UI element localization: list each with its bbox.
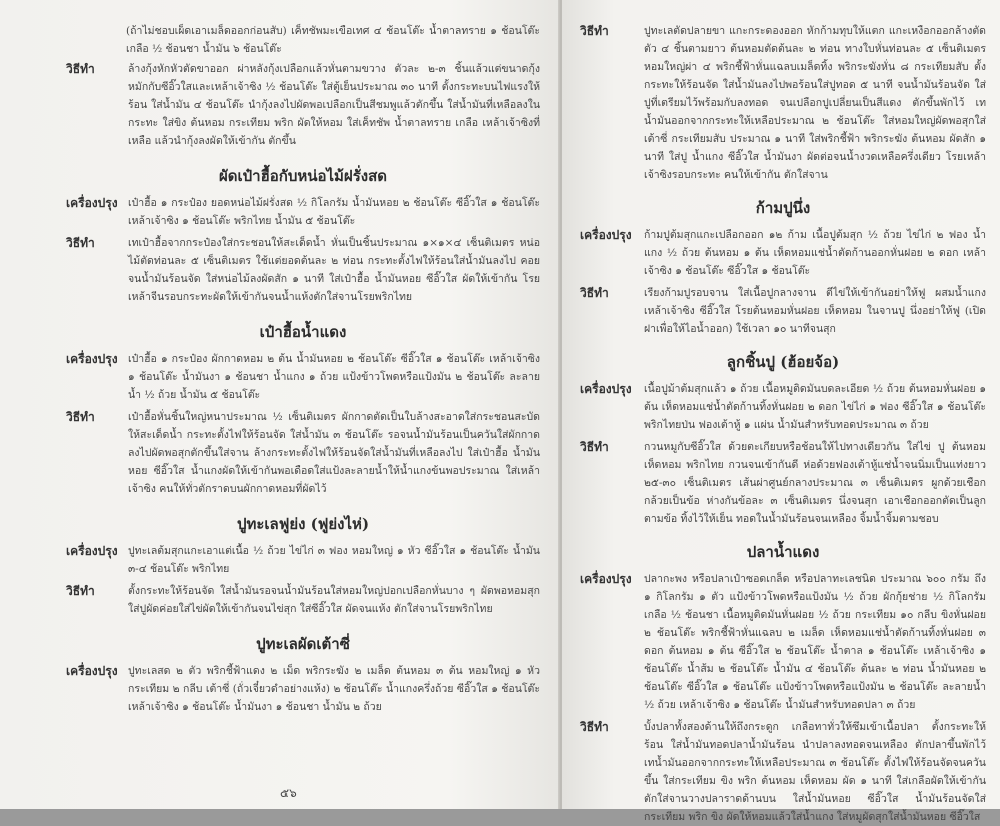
method-label: วิธีทำ	[580, 720, 609, 734]
ingredients-text: ก้ามปูต้มสุกแกะเปลือกออก ๑๒ ก้าม เนื้อปูต้มสุก ½ ถ้วย ไข่ไก่ ๒ ฟอง น้ำแกง ½ ถ้วย ต้นหอม ๑ ต้น เห็ดหอมแช่น้ำตัดก้านออกหั่นฝอย ๒ ดอก เหล้าเจ้าซิง ๑ ช้อนโต๊ะ ซีอิ๊วใส ๑ ช้อนโต๊ะ	[644, 229, 986, 277]
ingredients-label: เครื่องปรุง	[580, 228, 632, 242]
method-label: วิธีทำ	[580, 440, 609, 454]
ingredients-row	[66, 194, 540, 230]
ingredients-text: เป๋าฮื้อ ๑ กระป๋อง ผักกาดหอม ๒ ต้น น้ำมันหอย ๒ ช้อนโต๊ะ ซีอิ๊วใส ๑ ช้อนโต๊ะ เหล้าเจ้าซิง ๑ ช้อนโต๊ะ น้ำมันงา ๑ ช้อนชา น้ำแกง ๑ ถ้วย แป้งข้าวโพดหรือแป้งมัน ๒ ช้อนโต๊ะ ละลายน้ำ ½ ถ้วย น้ำมัน ๕ ช้อนโต๊ะ	[128, 353, 540, 401]
page-number: ๕๖	[280, 786, 297, 800]
recipe-title: เป๋าฮื้อน้ำแดง	[259, 323, 347, 341]
ingredients-row	[66, 662, 540, 716]
method-text: เรียงก้ามปูรอบจาน ใส่เนื้อปูกลางจาน ตีไข่ให้เข้ากันอย่าให้ฟู ผสมน้ำแกง เหล้าเจ้าซิง ซีอิ๊วใส โรยต้นหอมหั่นฝอย เห็ดหอม ในจานปู นึ่งอย่าให้ฟู (เปิดฝาเพื่อให้ไอน้ำออก) ใช้เวลา ๑๐ นาทีจนสุก	[644, 287, 986, 335]
ingredients-label: เครื่องปรุง	[66, 664, 118, 678]
method-row	[66, 408, 540, 498]
method-row	[580, 284, 986, 338]
ingredients-row	[580, 226, 986, 280]
method-row	[580, 718, 986, 826]
method-row	[580, 438, 986, 528]
ingredients-label: เครื่องปรุง	[580, 572, 632, 586]
method-label: วิธีทำ	[66, 62, 95, 76]
ingredients-label: เครื่องปรุง	[66, 544, 118, 558]
ingredients-label: เครื่องปรุง	[66, 196, 118, 210]
method-label: วิธีทำ	[66, 584, 95, 598]
method-text: ล้างกุ้งหักหัวตัดขาออก ผ่าหลังกุ้งเปลือกแล้วหั่นตามขวาง ตัวละ ๒-๓ ชิ้นแล้วแต่ขนาดกุ้ง หมักกับซีอิ๊วใสและเหล้าเจ้าซิง ½ ช้อนโต๊ะ ใส่ตู้เย็นประมาณ ๓๐ นาที ตั้งกระทะบนไฟแรงให้ร้อน ใส่น้ำมัน ๔ ช้อนโต๊ะ นำกุ้งลงไปผัดพอเปลือกเป็นสีชมพูแล้วตักขึ้น ใส่น้ำมันที่เหลือลงในกระทะ ใส่ขิง ต้นหอม กระเทียม พริก ผัดให้หอม ใส่เค็ทชัพ น้ำตาลทราย เกลือ เหล้าเจ้าซิงที่เหลือ แล้วนำกุ้งลงผัดให้เข้ากัน ตักขึ้น	[128, 63, 540, 147]
intro-continuation-text: (ถ้าไม่ชอบเผ็ดเอาเมล็ดออกก่อนสับ) เค็ทชัพมะเขือเทศ ๔ ช้อนโต๊ะ น้ำตาลทราย ๑ ช้อนโต๊ะ เกลือ ½ ช้อนชา น้ำมัน ๖ ช้อนโต๊ะ	[126, 25, 540, 55]
recipe-title: ปลาน้ำแดง	[746, 543, 820, 561]
method-label: วิธีทำ	[66, 410, 95, 424]
ingredients-label: เครื่องปรุง	[66, 352, 118, 366]
method-text: กวนหมูกับซีอิ๊วใส ด้วยตะเกียบหรือช้อนให้ไปทางเดียวกัน ใส่ไข่ ปู ต้นหอม เห็ดหอม พริกไทย กวนจนเข้ากันดี ห่อด้วยฟองเต้าหู้แช่น้ำจนนิ่มเป็นแท่งยาว ๒๕-๓๐ เซ็นติเมตร เส้นผ่าศูนย์กลางประมาณ ๓ เซ็นติเมตร ผูกด้วยเชือกกล้วยเป็นข้อ ห่างกันข้อละ ๓ เซ็นติเมตร นึ่งจนสุก เอาเชือกออกตัดเป็นลูกตามข้อ ทิ้งไว้ให้เย็น ทอดในน้ำมันร้อนจนเหลือง จิ้มน้ำจิ้มตามชอบ	[644, 441, 986, 525]
method-label: วิธีทำ	[580, 286, 609, 300]
recipe-title: ผัดเป๋าฮื้อกับหน่อไม้ฝรั่งสด	[218, 167, 388, 185]
intro-continuation	[126, 22, 540, 58]
method-text: ตั้งกระทะให้ร้อนจัด ใส่น้ำมันรอจนน้ำมันร้อนใส่หอมใหญ่ปอกเปลือกหั่นบาง ๆ ผัดพอหอมสุกใส่ปูผัดค่อยใส่ไข่ผัดให้เข้ากันจนไข่สุก ใส่ซีอิ๊วใส ผัดจนแห้ง ตักใส่จานโรยพริกไทย	[128, 585, 540, 615]
recipe-title: ปูทะเลผัดเต้าซี่	[256, 635, 350, 653]
method-text: เป๋าฮื้อหั่นชิ้นใหญ่หนาประมาณ ½ เซ็นติเมตร ผักกาดตัดเป็นใบล้างสะอาดใส่กระชอนสะบัดให้สะเด็ดน้ำ กระทะตั้งไฟให้ร้อนจัด ใส่น้ำมัน ๓ ช้อนโต๊ะ รอจนน้ำมันร้อนเป็นควันใส่ผักกาดลงไปผัดพอสุกตักขึ้นใส่จาน ล้างกระทะตั้งไฟให้ร้อนจัดใส่น้ำมันที่เหลือลงไป ใส่เป๋าฮื้อ น้ำมันหอย ซีอิ๊วใส น้ำแกงผัดให้เข้ากันพอเดือดใส่แป้งละลายน้ำให้น้ำแกงข้นพอประมาณ ใส่เหล้าเจ้าซิง คนให้ทั่วตักราดบนผักกาดหอมที่ผัดไว้	[128, 411, 540, 495]
method-text: ปูทะเลตัดปลายขา แกะกระดองออก หักก้ามทุบให้แตก แกะเหงือกออกล้างตัดตัว ๔ ชิ้นตามยาว ต้นหอมตัดต้นละ ๒ ท่อน ทางใบหั่นท่อนละ ๕ เซ็นติเมตร หอมใหญ่ผ่า ๔ พริกชี้ฟ้าหั่นแฉลบเมล็ดทิ้ง พริกระฆังหั่น ๘ กระเทียมสับ ตั้งกระทะให้ร้อนจัด ใส่น้ำมันลงไปพอร้อนใส่ปูทอด ๕ นาที จนน้ำมันร้อนจัด ใส่ปูที่เตรียมไว้พร้อมกับลงทอด จนเปลือกปูเปลี่ยนเป็นสีแดง ตักขึ้นพักไว้ เทน้ำมันออกจากกระทะให้เหลือประมาณ ๒ ช้อนโต๊ะ ใส่หอมใหญ่ผัดพอสุกใส่เต้าซี่ กระเทียมสับ ประมาณ ๑ นาที ใส่พริกชี้ฟ้า พริกระฆัง ต้นหอม ผัดสัก ๑ นาที ใส่ปู น้ำแกง ซีอิ๊วใส น้ำมันงา ผัดต่อจนน้ำงวดเหลือครึ่งเดียว โรยเหล้าเจ้าซิงรอบกระทะ คนให้เข้ากัน ตักใส่จาน	[644, 25, 986, 181]
right-page	[562, 0, 1000, 823]
method-row	[66, 234, 540, 306]
ingredients-text: ปลากะพง หรือปลาเป๋าซอดเกล็ด หรือปลาทะเลชนิด ประมาณ ๖๐๐ กรัม ถึง ๑ กิโลกรัม ๑ ตัว แป้งข้าวโพดหรือแป้งมัน ½ ถ้วย ผักกุ้ยช่าย ½ กิโลกรัม เกลือ ½ ช้อนชา เนื้อหมูติดมันหั่นฝอย ½ ถ้วย กระเทียม ๑๐ กลีบ ขิงหั่นฝอย ๒ ช้อนโต๊ะ พริกชี้ฟ้าหั่นแฉลบ ๒ เมล็ด เห็ดหอมแช่น้ำตัดก้านทิ้งหั่นฝอย ๓ ดอก ต้นหอม ๑ ต้น ซีอิ๊วใส ๒ ช้อนโต๊ะ น้ำตาล ๑ ช้อนโต๊ะ เหล้าเจ้าซิง ๑ ช้อนโต๊ะ น้ำส้ม ๒ ช้อนโต๊ะ น้ำมัน ๔ ช้อนโต๊ะ ต้นละ ๒ ท่อน น้ำมันหอย ๒ ช้อนโต๊ะ ซีอิ๊วใส ๑ ช้อนโต๊ะ แป้งข้าวโพดหรือแป้งมัน ๒ ช้อนโต๊ะ ละลายน้ำ ½ ถ้วย เหล้าเจ้าซิง ๑ ช้อนโต๊ะ น้ำมันสำหรับทอดปลา ๓ ถ้วย	[644, 573, 986, 711]
method-text: เทเป๋าฮื้อจากกระป๋องใส่กระชอนให้สะเด็ดน้ำ หั่นเป็นชิ้นประมาณ ๑×๑×๔ เซ็นติเมตร หน่อไม้ตัดท่อนละ ๕ เซ็นติเมตร ใช้แต่ยอดต้นละ ๒ ท่อน กระทะตั้งไฟให้ร้อนใส่น้ำมันลงไป คอยจนน้ำมันร้อนจัด ใส่หน่อไม้ลงผัดสัก ๑ นาที ใส่เป๋าฮื้อ น้ำมันหอย ซีอิ๊วใส ผัดให้เข้ากัน โรยเหล้าจีนรอบกระทะผัดให้เข้ากันจนน้ำแห้งตักใส่จานโรยพริกไทย	[128, 237, 540, 303]
ingredients-row	[66, 350, 540, 404]
ingredients-text: เป๋าฮื้อ ๑ กระป๋อง ยอดหน่อไม้ฝรั่งสด ½ กิโลกรัม น้ำมันหอย ๒ ช้อนโต๊ะ ซีอิ๊วใส ๑ ช้อนโต๊ะ เหล้าเจ้าซิง ๑ ช้อนโต๊ะ พริกไทย น้ำมัน ๕ ช้อนโต๊ะ	[128, 197, 540, 227]
ingredients-row	[580, 380, 986, 434]
recipe-title: ปูทะเลฟูย่ง (ฟูย่งไห่)	[236, 515, 370, 533]
ingredients-text: เนื้อปูม้าต้มสุกแล้ว ๑ ถ้วย เนื้อหมูติดมันบดละเอียด ½ ถ้วย ต้นหอมหั่นฝอย ๑ ต้น เห็ดหอมแช่น้ำตัดก้านทิ้งหั่นฝอย ๒ ดอก ไข่ไก่ ๑ ฟอง ซีอิ๊วใส ๑ ช้อนโต๊ะ พริกไทยป่น ฟองเต้าหู้ ๑ แผ่น น้ำมันสำหรับทอดประมาณ ๓ ถ้วย	[644, 383, 986, 431]
ingredients-text: ปูทะเลต้มสุกแกะเอาแต่เนื้อ ½ ถ้วย ไข่ไก่ ๓ ฟอง หอมใหญ่ ๑ หัว ซีอิ๊วใส ๑ ช้อนโต๊ะ น้ำมัน ๓-๔ ช้อนโต๊ะ พริกไทย	[128, 545, 540, 575]
method-text: บั้งปลาทั้งสองด้านให้ถึงกระดูก เกลือทาทั่วให้ซึมเข้าเนื้อปลา ตั้งกระทะให้ร้อน ใส่น้ำมันทอดปลาน้ำมันร้อน นำปลาลงทอดจนเหลือง ตักปลาขึ้นพักไว้ เทน้ำมันออกจากกระทะให้เหลือประมาณ ๓ ช้อนโต๊ะ ตั้งไฟให้ร้อนจัดจนควันขึ้น ใส่กระเทียม ขิง พริก ต้นหอม เห็ดหอม ผัด ๑ นาที ใส่เกลือผัดให้เข้ากัน ตักใส่จานวางปลาราดด้านบน ใส่น้ำมันหอย ซีอิ๊วใส น้ำมันร้อนจัดใส่กระเทียม พริก ขิง ผัดให้หอมแล้วใส่น้ำแกง ใส่หมูผัดสุกใส่น้ำมันหอย ซีอิ๊วใส	[644, 721, 986, 823]
method-label: วิธีทำ	[66, 236, 95, 250]
method-label: วิธีทำ	[580, 24, 609, 38]
recipe-title: ลูกชิ้นปู (ฮ้อยจ้อ)	[726, 353, 840, 371]
method-row	[66, 582, 540, 618]
ingredients-row	[580, 570, 986, 714]
recipe-title: ก้ามปูนึ่ง	[755, 199, 811, 217]
ingredients-text: ปูทะเลสด ๒ ตัว พริกชี้ฟ้าแดง ๒ เม็ด พริกระฆัง ๒ เมล็ด ต้นหอม ๓ ต้น หอมใหญ่ ๑ หัว กระเทียม ๒ กลีบ เต้าซี่ (ถั่วเจี๋ยวดำอย่างแห้ง) ๒ ช้อนโต๊ะ น้ำแกงครึ่งถ้วย ซีอิ๊วใส ๑ ช้อนโต๊ะ เหล้าเจ้าซิง ๑ ช้อนโต๊ะ น้ำมันงา ๑ ช้อนชา น้ำมัน ๒ ถ้วย	[128, 665, 540, 713]
intro-method-row	[66, 60, 540, 150]
ingredients-row	[66, 542, 540, 578]
intro-method-row	[580, 22, 986, 184]
ingredients-label: เครื่องปรุง	[580, 382, 632, 396]
